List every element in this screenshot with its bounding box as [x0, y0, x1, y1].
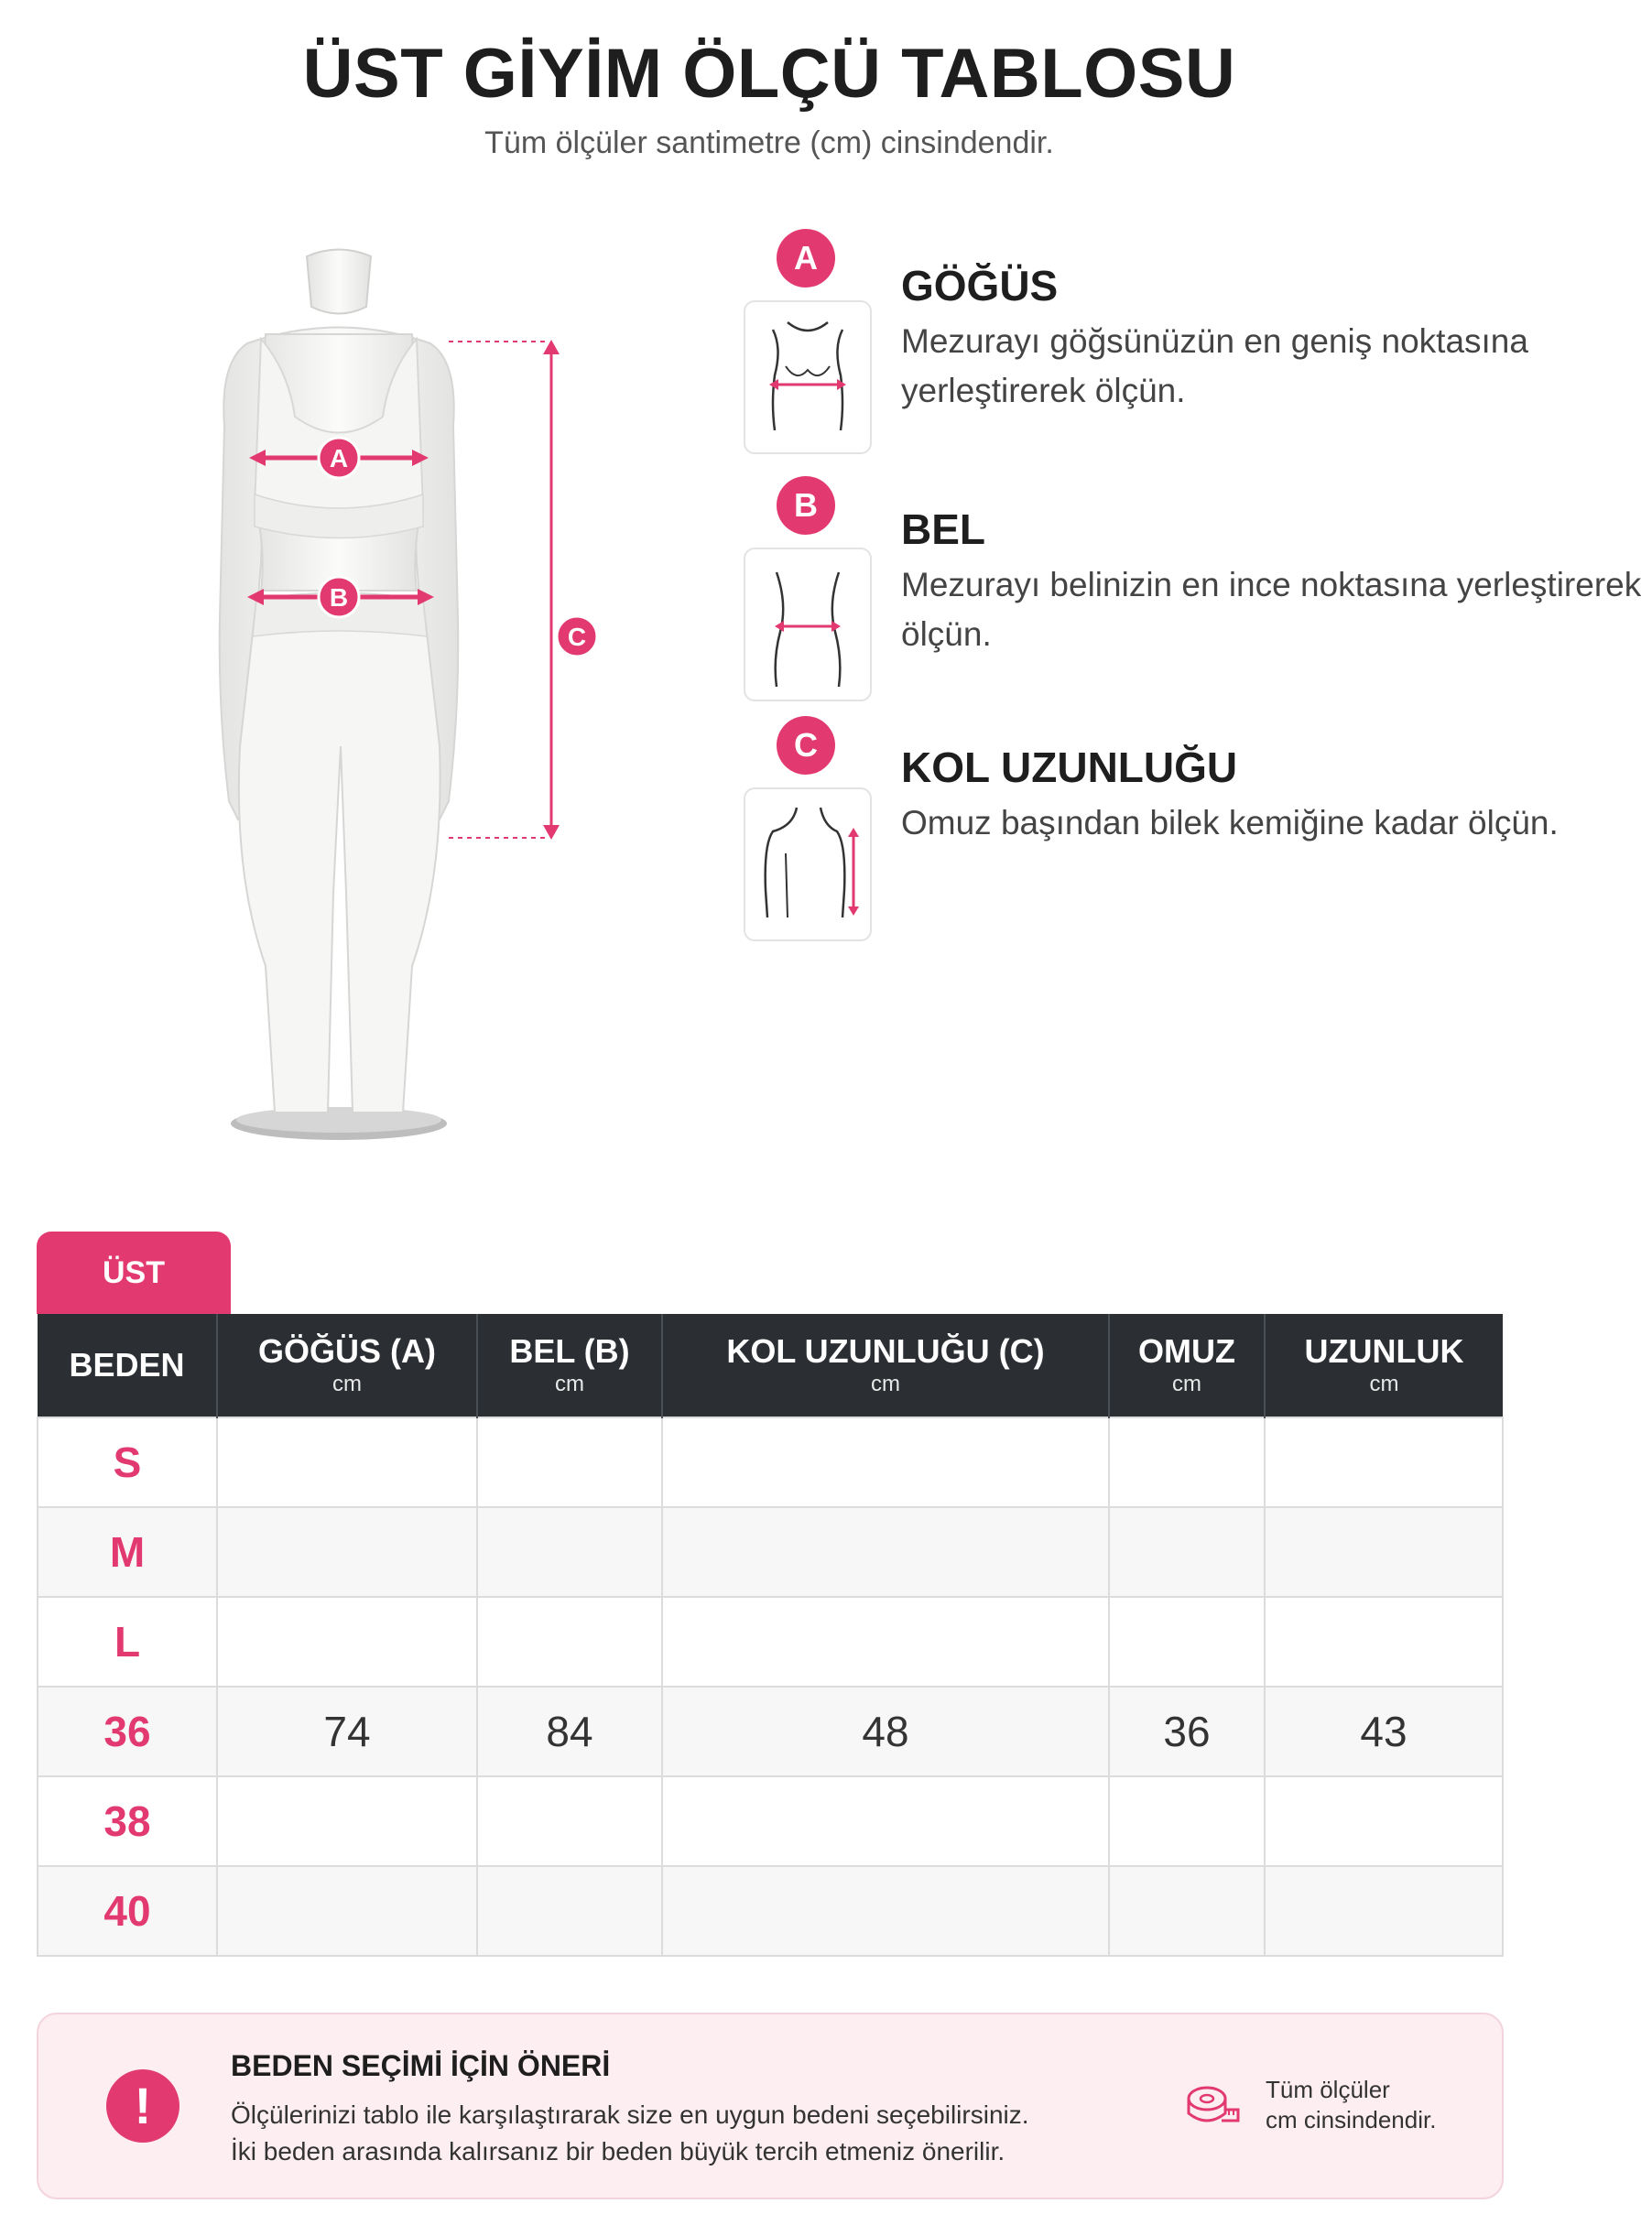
table-cell	[1109, 1866, 1265, 1956]
guide-chest-text: Mezurayı göğsünüzün en geniş noktasına yerleştirerek ölçün.	[901, 322, 1528, 409]
table-cell	[1109, 1417, 1265, 1507]
badge-c: C	[777, 716, 835, 775]
table-cell	[662, 1776, 1109, 1866]
table-cell: 36	[1109, 1687, 1265, 1776]
page-title: ÜST GİYİM ÖLÇÜ TABLOSU	[302, 35, 1236, 113]
waist-measure-icon	[744, 548, 872, 701]
header-uzunluk: UZUNLUK cm	[1265, 1314, 1503, 1417]
advice-line-1: Ölçülerinizi tablo ile karşılaştırarak size en uygun bedeni seçebilirsiniz.	[231, 2100, 1029, 2129]
table-cell	[662, 1597, 1109, 1687]
table-row	[38, 1597, 1503, 1687]
header-beden: BEDEN	[38, 1314, 217, 1417]
figure-label-b: B	[329, 583, 349, 612]
figure-label-a: A	[329, 444, 349, 472]
header-kol-uzunlugu: KOL UZUNLUĞU (C) cm	[662, 1314, 1109, 1417]
table-cell	[477, 1507, 662, 1597]
badge-b: B	[777, 476, 835, 535]
size-cell: S	[38, 1417, 217, 1507]
mannequin-illustration	[137, 233, 614, 1149]
table-cell	[217, 1417, 477, 1507]
guide-waist-text: Mezurayı belinizin en ince noktasına yerleştirerek ölçün.	[901, 566, 1642, 653]
table-cell	[1265, 1866, 1503, 1956]
guide-arm-text: Omuz başından bilek kemiğine kadar ölçün.	[901, 804, 1559, 841]
arm-length-icon	[744, 787, 872, 941]
table-row	[38, 1776, 1503, 1866]
table-cell	[477, 1866, 662, 1956]
table-cell	[662, 1507, 1109, 1597]
table-row	[38, 1507, 1503, 1597]
page-subtitle: Tüm ölçüler santimetre (cm) cinsindendir.	[484, 125, 1054, 160]
badge-a: A	[777, 229, 835, 288]
table-cell	[217, 1776, 477, 1866]
table-cell	[1265, 1507, 1503, 1597]
table-cell: 84	[477, 1687, 662, 1776]
size-cell: 40	[38, 1866, 217, 1956]
header-omuz: OMUZ cm	[1109, 1314, 1265, 1417]
size-table	[37, 1314, 1504, 1957]
guide-waist-title: BEL	[901, 505, 985, 553]
table-cell	[1109, 1776, 1265, 1866]
table-cell	[217, 1866, 477, 1956]
table-cell	[477, 1597, 662, 1687]
exclamation-icon: !	[106, 2069, 179, 2143]
table-row	[38, 1417, 1503, 1507]
measuring-tape-icon	[1185, 2079, 1240, 2133]
chest-measure-icon	[744, 300, 872, 454]
table-cell	[477, 1776, 662, 1866]
table-header-row	[38, 1314, 1503, 1417]
header-gogus: GÖĞÜS (A) cm	[217, 1314, 477, 1417]
advice-note-line-1: Tüm ölçüler	[1266, 2076, 1390, 2103]
advice-box	[37, 2013, 1504, 2199]
table-cell: 43	[1265, 1687, 1503, 1776]
table-cell	[1109, 1507, 1265, 1597]
size-cell: M	[38, 1507, 217, 1597]
table-cell	[1265, 1417, 1503, 1507]
guide-chest-title: GÖĞÜS	[901, 262, 1059, 309]
advice-note	[1266, 2075, 1436, 2135]
table-row	[38, 1687, 1503, 1776]
table-cell	[477, 1417, 662, 1507]
guide-arm-title: KOL UZUNLUĞU	[901, 744, 1238, 791]
table-cell	[217, 1597, 477, 1687]
size-cell: 36	[38, 1687, 217, 1776]
table-cell: 48	[662, 1687, 1109, 1776]
table-cell: 74	[217, 1687, 477, 1776]
size-cell: L	[38, 1597, 217, 1687]
table-cell	[1109, 1597, 1265, 1687]
table-cell	[217, 1507, 477, 1597]
tab-ust[interactable]: ÜST	[37, 1232, 231, 1314]
advice-note-line-2: cm cinsindendir.	[1266, 2106, 1437, 2133]
table-cell	[1265, 1597, 1503, 1687]
table-cell	[662, 1866, 1109, 1956]
figure-label-c: C	[567, 623, 587, 651]
table-row	[38, 1866, 1503, 1956]
size-cell: 38	[38, 1776, 217, 1866]
header-bel: BEL (B) cm	[477, 1314, 662, 1417]
table-cell	[662, 1417, 1109, 1507]
table-cell	[1265, 1776, 1503, 1866]
advice-title: BEDEN SEÇİMİ İÇİN ÖNERİ	[231, 2049, 611, 2082]
advice-line-2: İki beden arasında kalırsanız bir beden büyük tercih etmeniz önerilir.	[231, 2137, 1005, 2165]
